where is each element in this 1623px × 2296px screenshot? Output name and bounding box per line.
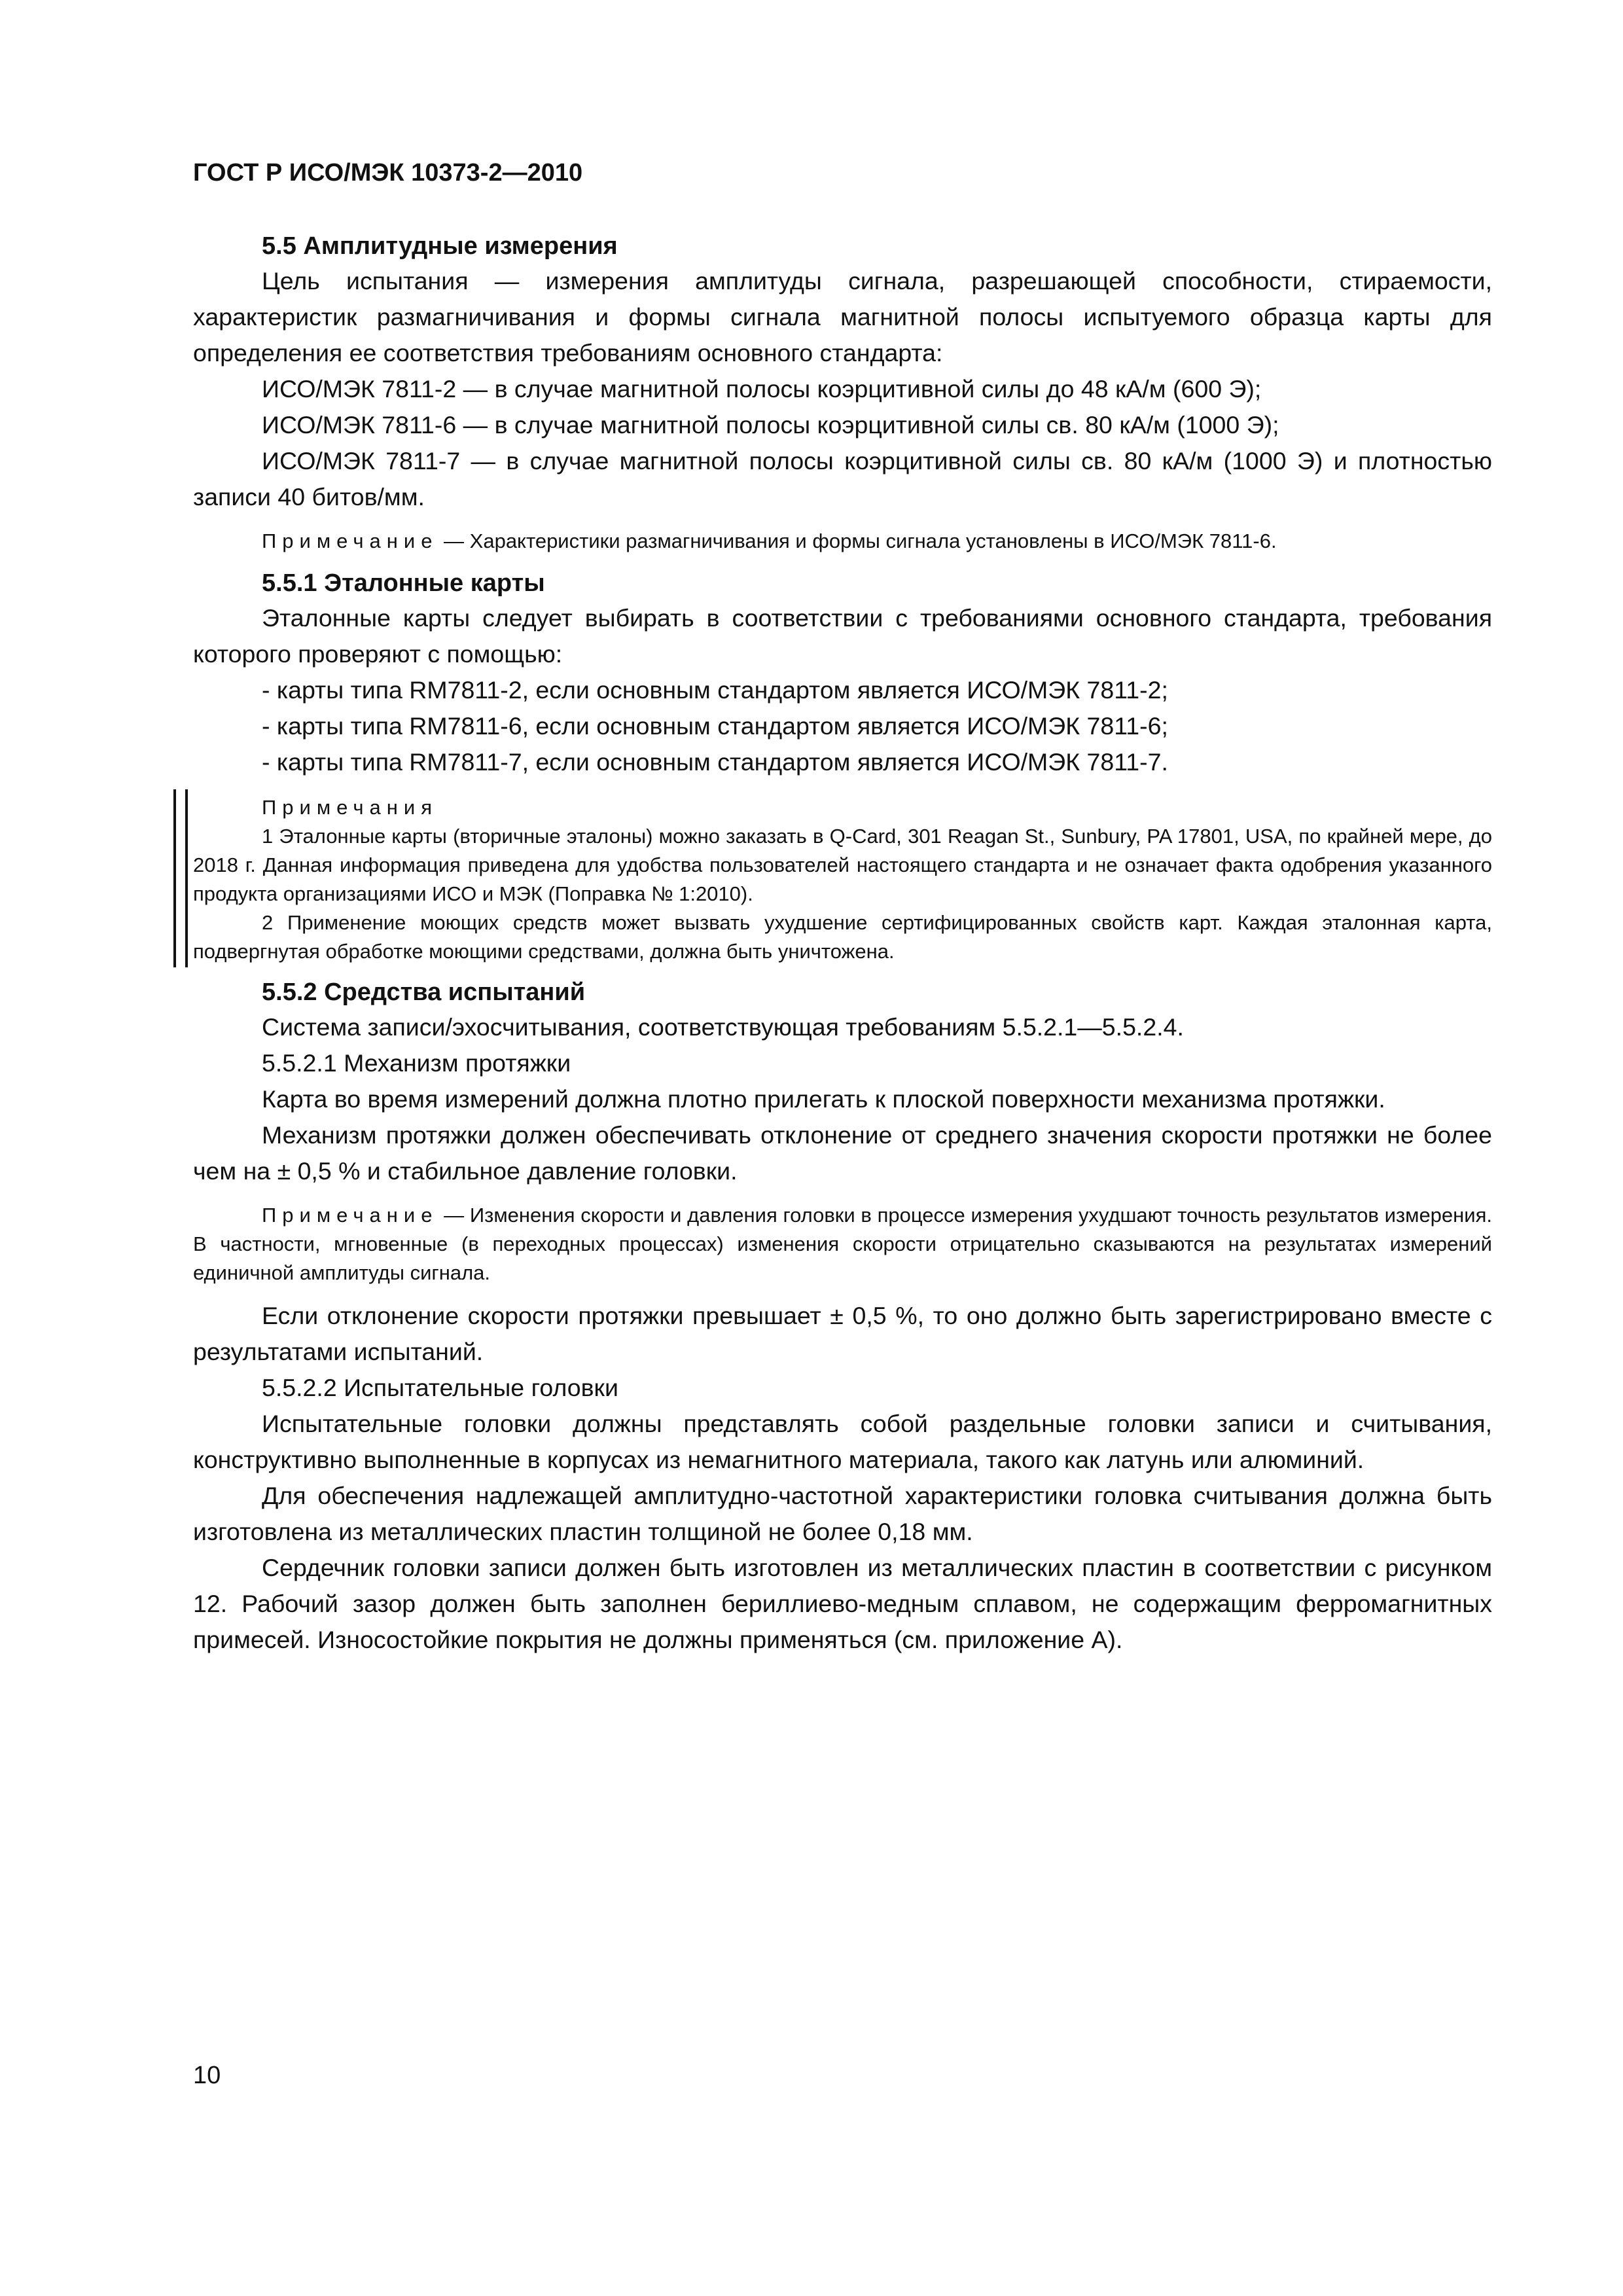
section-5-5-2-intro: Система записи/эхосчитывания, соответствующая требованиям 5.5.2.1—5.5.2.4. [262, 1013, 1184, 1041]
standard-line-7811-6: ИСО/МЭК 7811-6 — в случае магнитной полосы коэрцитивной силы св. 80 кА/м (1000 Э); [262, 411, 1279, 439]
standard-line-7811-7: ИСО/МЭК 7811-7 — в случае магнитной полосы коэрцитивной силы св. 80 кА/м (1000 Э) и плотностью записи 40 битов/мм. [193, 447, 1492, 511]
subsection-5-5-2-1-p2: Механизм протяжки должен обеспечивать отклонение от среднего значения скорости протяжки не более чем на ± 0,5 % и стабильное давление головки. [193, 1121, 1492, 1185]
section-5-5-title: 5.5 Амплитудные измерения [262, 232, 618, 260]
document-page [193, 157, 1492, 1658]
note-label: Примечание [262, 529, 438, 552]
note-text: — Изменения скорости и давления головки в процессе измерения ухудшают точность результатов измерения. В частности, мгновенные (в переходных процессах) изменения скорости отрицательно сказываются на результатах измерений единичной амплитуды сигнала. [193, 1204, 1492, 1284]
section-5-5-note [193, 527, 1492, 556]
subsection-5-5-2-2-p1: Испытательные головки должны представлять собой раздельные головки записи и считывания, конструктивно выполненные в корпусах из немагнитного материала, такого как латунь или алюминий. [193, 1410, 1492, 1473]
list-item: - карты типа RM7811-2, если основным стандартом является ИСО/МЭК 7811-2; [262, 676, 1168, 704]
subsection-5-5-2-2-p2: Для обеспечения надлежащей амплитудно-частотной характеристики головка считывания должна быть изготовлена из металлических пластин толщиной не более 0,18 мм. [193, 1482, 1492, 1545]
change-bars [173, 789, 188, 967]
note-2: 2 Применение моющих средств может вызвать ухудшение сертифицированных свойств карт. Каждая эталонная карта, подвергнутая обработке моющими средствами, должна быть уничтожена. [193, 911, 1492, 963]
section-5-5-2-1-note [193, 1201, 1492, 1287]
section-5-5-1-intro: Эталонные карты следует выбирать в соответствии с требованиями основного стандарта, требования которого проверяют с помощью: [193, 604, 1492, 668]
list-item: - карты типа RM7811-6, если основным стандартом является ИСО/МЭК 7811-6; [262, 712, 1168, 740]
note-text: — Характеристики размагничивания и формы сигнала установлены в ИСО/МЭК 7811-6. [438, 529, 1277, 552]
notes-block [193, 793, 1492, 966]
subsection-5-5-2-1-title: 5.5.2.1 Механизм протяжки [262, 1049, 571, 1077]
note-label: Примечание [262, 1204, 438, 1227]
section-5-5-2-title: 5.5.2 Средства испытаний [262, 978, 586, 1006]
page-number: 10 [193, 2062, 221, 2089]
subsection-5-5-2-2-title: 5.5.2.2 Испытательные головки [262, 1374, 618, 1401]
section-5-5-intro: Цель испытания — измерения амплитуды сигнала, разрешающей способности, стираемости, характеристик размагничивания и формы сигнала магнитной полосы испытуемого образца карты для определения ее соответствия требованиям основного стандарта: [193, 267, 1492, 367]
subsection-5-5-2-2-p3: Сердечник головки записи должен быть изготовлен из металлических пластин в соответствии с рисунком 12. Рабочий зазор должен быть заполнен бериллиево-медным сплавом, не содержащим ферромагнитных примесей. Износостойкие покрытия не должны применяться (см. приложение А). [193, 1554, 1492, 1653]
section-5-5-1-title: 5.5.1 Эталонные карты [262, 569, 545, 597]
subsection-5-5-2-1-p1: Карта во время измерений должна плотно прилегать к плоской поверхности механизма протяжки. [262, 1085, 1385, 1113]
list-item: - карты типа RM7811-7, если основным стандартом является ИСО/МЭК 7811-7. [262, 748, 1168, 776]
subsection-5-5-2-1-p3: Если отклонение скорости протяжки превышает ± 0,5 %, то оно должно быть зарегистрировано вместе с результатами испытаний. [193, 1302, 1492, 1365]
notes-label: Примечания [262, 796, 438, 819]
standard-line-7811-2: ИСО/МЭК 7811-2 — в случае магнитной полосы коэрцитивной силы до 48 кА/м (600 Э); [262, 375, 1262, 403]
document-header: ГОСТ Р ИСО/МЭК 10373-2—2010 [193, 159, 583, 187]
note-1: 1 Эталонные карты (вторичные эталоны) можно заказать в Q-Card, 301 Reagan St., Sunbury, PA 17801, USA, по крайней мере, до 2018 г. Данная информация приведена для удобства пользователей настоящего стандарта и не означает факта одобрения указанного продукта организациями ИСО и МЭК (Поправка № 1:2010). [193, 825, 1492, 905]
